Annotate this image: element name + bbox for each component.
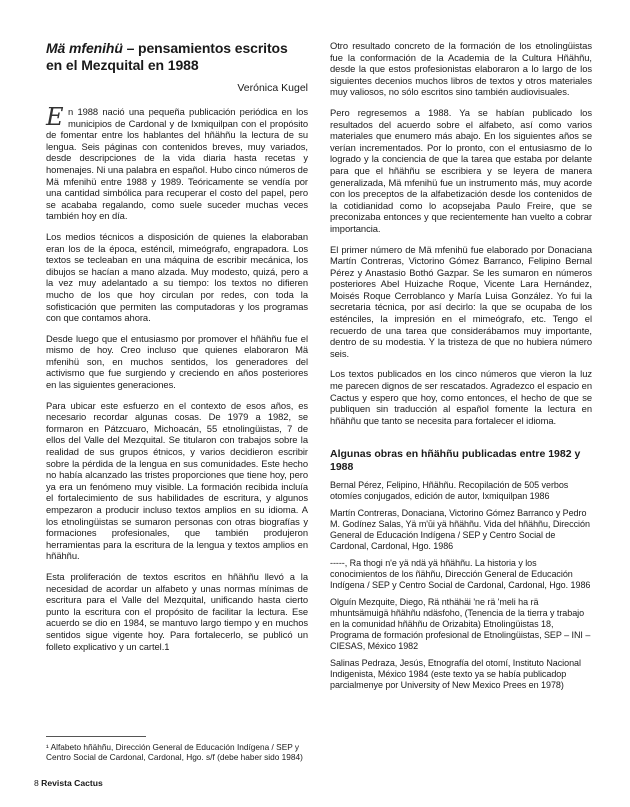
paragraph: Desde luego que el entusiasmo por promover el hñähñu fue el mismo de hoy. Creo incluso que quienes elaboraron Mä mfenihü son, en muchos sentidos, los generadores del activismo que fue surgiendo y creciendo en años posteriores en las siguientes generaciones. xyxy=(46,332,308,391)
author-byline: Verónica Kugel xyxy=(237,82,308,94)
paragraph: Los medios técnicos a disposición de quienes la elaboraban eran los de la época, esténcil, mimeógrafo, engrapadora. Los textos se tecleaban en una máquina de escribir mecánica, los dibujos se hacían a mano alzada. Muy modesto, quizá, pero a la vez muy adelantado a su tiempo: los textos no difieren mucho de los que hoy circulan por redes, con toda la sofisticación que permiten las computadoras y los programas con que contamos ahora. xyxy=(46,230,308,324)
opening-paragraph-wrap xyxy=(46,103,308,222)
paragraph: Pero regresemos a 1988. Ya se habían publicado los resultados del acuerdo sobre el alfabeto, así como varios materiales que enumero más abajo. En los siguientes años se verían incrementados. Por lo pronto, con el entusiasmo de lo logrado y la conciencia de que la tarea que estaba por delante para que el hñähñu se escribiera y se leyera de manera generalizada, Mä mfenihü fue un instrumento más, muy acorde con los preceptos de la alfabetización desde los contenidos de la cotidianidad como lo acopsejaba Paulo Freire, que se preconizaba entonces y que recientemente han vuelto a cobrar importancia. xyxy=(330,106,592,234)
title-rest: – pensamientos escritos xyxy=(122,40,288,56)
paragraph: n 1988 nació una pequeña publicación periódica en los municipios de Cardonal y de Ixmiquilpan con el propósito de fomentar entre los hablantes del hñähñu la lectura de su lengua. Seis páginas con contenidos breves, muy variados, desde descripciones de la vida diaria hasta recetas y homenajes. Ni una palabra en español. Hubo cinco números de Mä mfenihü entre 1988 y 1989. Teóricamente se vendía por una cantidad simbólica para recuperar el costo del papel, pero se acababa regalando, como suele suceder muchas veces también hoy en día. xyxy=(46,106,308,222)
paragraph: Otro resultado concreto de la formación de los etnolingüistas fue la conformación de la Academia de la Cultura Hñähñu, desde la que estos profesionistas elaboraron a lo largo de los siguientes decenios muchos libros de textos y otros materiales muy valiosos, no sólo escritos sino también audiovisuales. xyxy=(330,40,592,98)
reference-item: Martín Contreras, Donaciana, Victorino Gómez Barranco y Pedro M. Godínez Salas, Yä m'ūi yä hñähñu. Vida del hñähñu, Dirección General de Educación Indígena / SEP y Centro Social de Cardonal, Cardonal, Hgo. 1986 xyxy=(330,508,590,552)
reference-item: Olguín Mezquite, Diego, Rä nthähäi 'ne rä 'meli ha rä mhuntsämuigä hñähñu ndäsfoho, (Tenencia de la tierra y trabajo en la comunidad hñähñu de Orizabita) Etnolingüistas 18, Programa de formación profesional de Etnolingüistas, SEP – INI – CIESAS, México 1982 xyxy=(330,597,591,652)
right-column xyxy=(330,40,592,697)
page-folio xyxy=(34,778,103,788)
reference-item: Salinas Pedraza, Jesús, Etnografía del otomí, Instituto Nacional Indigenista, México 1984 (este texto ya se había publicadop parcialmenye por University of New Mexico Prees en 1978) xyxy=(330,658,581,691)
paragraph: Esta proliferación de textos escritos en hñähñu llevó a la necesidad de acordar un alfabeto y unas normas mínimas de escritura para el Valle del Mezquital, unificando hasta cierto punto la escritura con el propósito de facilitar la lectura. Ese acuerdo se dio en 1984, se mantuvo largo tiempo y en muchos sentidos sigue vigente hoy. Para fortalecerlo, se publicó un folleto explicativo y un cartel.1 xyxy=(46,570,308,652)
page-number: 8 xyxy=(34,778,39,788)
paragraph: Los textos publicados en los cinco números que vieron la luz me parecen dignos de ser rescatados. Agradezco el espacio en Cactus y espero que hoy, como entonces, el hecho de que se publiquen sin traducción al español fomente la lectura en hñähñu que tanto se necesita para fortalecer el idioma. xyxy=(330,368,592,426)
left-column xyxy=(46,40,308,661)
footnote-divider xyxy=(46,736,146,737)
magazine-name: Revista Cactus xyxy=(41,778,103,788)
paragraph: Para ubicar este esfuerzo en el contexto de esos años, es necesario recordar algunas cosas. De 1979 a 1982, se formaron en Pátzcuaro, Michoacán, 55 etnolingüistas, 7 de ellos del Valle del Mezquital. Se titularon con trabajos sobre la realidad de sus grupos étnicos, y varios decidieron escribir sobre la pérdida de la lengua en sus comunidades. Este hecho no había alcanzado las tristes proporciones que tiene hoy, pero ya era un fenómeno muy visible. La formación recibida incluía el fortalecimiento de sus habilidades de escritura, y algunos empezaron a producir incluso textos amplios en su idioma. A los etnolingüistas se sumaron personas con otras biografías y formaciones profesionales, que también produjeron herramientas para la escritura de la lengua y textos amplios en hñähñu. xyxy=(46,399,308,562)
article-title xyxy=(46,40,308,74)
footnote: ¹ Alfabeto hñähñu, Dirección General de Educación Indígena / SEP y Centro Social de Cardonal, Cardonal, Hgo. s/f (debe haber sido 1984) xyxy=(46,742,303,762)
title-line2: en el Mezquital en 1988 xyxy=(46,57,199,73)
dropcap-letter: E xyxy=(46,103,64,131)
paragraph: El primer número de Mä mfenihü fue elaborado por Donaciana Martín Contreras, Victorino Gómez Barranco, Felipino Bernal Pérez y Anastasio Bothó Gazpar. Se les sumaron en números posteriores Abel Huizache Roque, Vicente Lara Hernández, Moisés Roque Cerroblanco y María Luisa González. Yo fui la secretaria técnica, por así decirlo: la que se ocupaba de los esténciles, la impresión en el mimeógrafo, etc. Tengo el recuerdo de una tarea que considerábamos muy importante, dentro de su modestia. Y la tristeza de que no hubiera número seis. xyxy=(330,243,592,359)
reference-item: Bernal Pérez, Felipino, Hñähñu. Recopilación de 505 verbos otomíes conjugados, edición de autor, Ixmiquilpan 1986 xyxy=(330,480,569,502)
references-heading: Algunas obras en hñähñu publicadas entre 1982 y 1988 xyxy=(330,448,581,474)
reference-item: -----, Ra thogi n'e yä ndä yä hñähñu. La historia y los conocimientos de los ñähñu, Dirección General de Educación Indígena / SEP y Centro Social de Cardonal, Cardonal, Hgo. 1986 xyxy=(330,558,591,591)
title-italic: Mä mfenihü xyxy=(46,40,123,56)
